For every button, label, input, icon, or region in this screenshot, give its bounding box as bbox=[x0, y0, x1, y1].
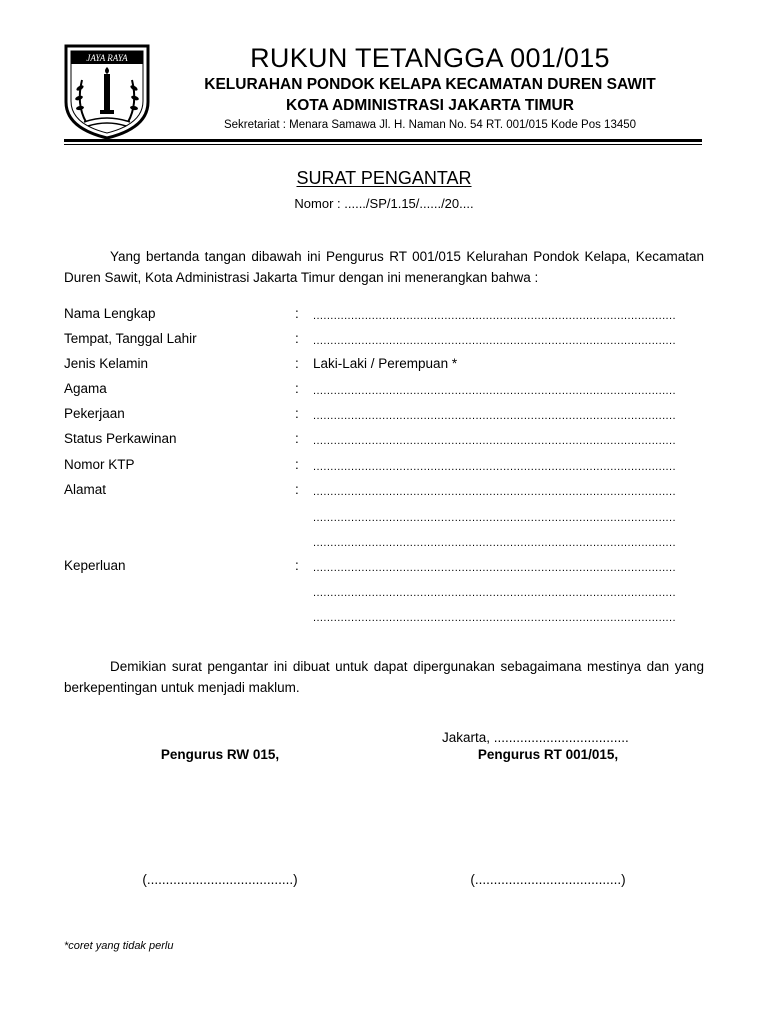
field-label: Jenis Kelamin bbox=[64, 356, 149, 371]
field-blank: ......................................................................................................... bbox=[313, 435, 676, 447]
field-blank: ......................................................................................................... bbox=[313, 486, 676, 498]
signature-name-line-rw: (.......................................) bbox=[142, 872, 298, 887]
field-label: Tempat, Tanggal Lahir bbox=[64, 331, 197, 346]
field-row-ttl bbox=[64, 331, 704, 351]
field-blank: ......................................................................................................... bbox=[313, 562, 676, 574]
field-colon: : bbox=[295, 558, 299, 573]
field-blank: ......................................................................................................... bbox=[313, 310, 676, 322]
place-date: Jakarta, .................................... bbox=[442, 730, 629, 745]
field-row-jenis-kelamin bbox=[64, 356, 704, 376]
field-colon: : bbox=[295, 356, 299, 371]
signature-title-rw: Pengurus RW 015, bbox=[160, 747, 280, 762]
field-row-status bbox=[64, 431, 704, 451]
field-blank: ......................................................................................................... bbox=[313, 410, 676, 422]
letterhead-address: Sekretariat : Menara Samawa Jl. H. Naman No. 54 RT. 001/015 Kode Pos 13450 bbox=[223, 119, 637, 131]
field-row-agama bbox=[64, 381, 704, 401]
field-label: Pekerjaan bbox=[64, 406, 125, 421]
header-divider-thin bbox=[64, 144, 702, 145]
field-colon: : bbox=[295, 431, 299, 446]
letterhead bbox=[150, 42, 710, 133]
field-blank: ......................................................................................................... bbox=[313, 335, 676, 347]
field-row-alamat-cont bbox=[64, 508, 704, 528]
field-colon: : bbox=[295, 331, 299, 346]
field-row-pekerjaan bbox=[64, 406, 704, 426]
closing-paragraph: Demikian surat pengantar ini dibuat untuk dapat dipergunakan sebagaimana mestinya dan yang berkepentingan untuk menjadi maklum. bbox=[64, 659, 704, 695]
document-number: Nomor : ....../SP/1.15/....../20.... bbox=[294, 196, 474, 211]
intro-paragraph: Yang bertanda tangan dibawah ini Pengurus RT 001/015 Kelurahan Pondok Kelapa, Kecamatan Duren Sawit, Kota Administrasi Jakarta Timur dengan ini menerangkan bahwa : bbox=[64, 249, 704, 285]
signature-name-line-rt: (.......................................) bbox=[470, 872, 626, 887]
field-colon: : bbox=[295, 381, 299, 396]
field-row-alamat-cont bbox=[64, 533, 704, 553]
field-row-nama bbox=[64, 306, 704, 326]
field-row-ktp bbox=[64, 457, 704, 477]
field-label: Status Perkawinan bbox=[64, 431, 177, 446]
field-blank: ......................................................................................................... bbox=[313, 512, 676, 524]
letterhead-subtitle-1: KELURAHAN PONDOK KELAPA KECAMATAN DUREN SAWIT bbox=[204, 76, 656, 93]
field-row-keperluan bbox=[64, 558, 704, 578]
field-row-keperluan-cont bbox=[64, 608, 704, 628]
field-blank: ......................................................................................................... bbox=[313, 385, 676, 397]
field-colon: : bbox=[295, 482, 299, 497]
field-blank: ......................................................................................................... bbox=[313, 537, 676, 549]
field-colon: : bbox=[295, 457, 299, 472]
field-blank: ......................................................................................................... bbox=[313, 587, 676, 599]
field-row-alamat bbox=[64, 482, 704, 502]
field-blank: ......................................................................................................... bbox=[313, 612, 676, 624]
letterhead-subtitle-2: KOTA ADMINISTRASI JAKARTA TIMUR bbox=[286, 97, 574, 114]
letterhead-title: RUKUN TETANGGA 001/015 bbox=[250, 43, 610, 73]
field-value-gender: Laki-Laki / Perempuan * bbox=[313, 356, 458, 371]
header-divider-thick bbox=[64, 139, 702, 142]
field-label: Nama Lengkap bbox=[64, 306, 156, 321]
footnote: *coret yang tidak perlu bbox=[64, 940, 174, 952]
field-label: Agama bbox=[64, 381, 107, 396]
field-blank: ......................................................................................................... bbox=[313, 461, 676, 473]
jakarta-emblem-icon bbox=[64, 44, 150, 140]
field-colon: : bbox=[295, 306, 299, 321]
field-label: Nomor KTP bbox=[64, 457, 135, 472]
field-label: Keperluan bbox=[64, 558, 126, 573]
document-title: SURAT PENGANTAR bbox=[296, 168, 472, 188]
logo-text: JAYA RAYA bbox=[86, 53, 128, 63]
field-row-keperluan-cont bbox=[64, 583, 704, 603]
field-label: Alamat bbox=[64, 482, 107, 497]
signature-title-rt: Pengurus RT 001/015, bbox=[477, 747, 619, 762]
field-colon: : bbox=[295, 406, 299, 421]
